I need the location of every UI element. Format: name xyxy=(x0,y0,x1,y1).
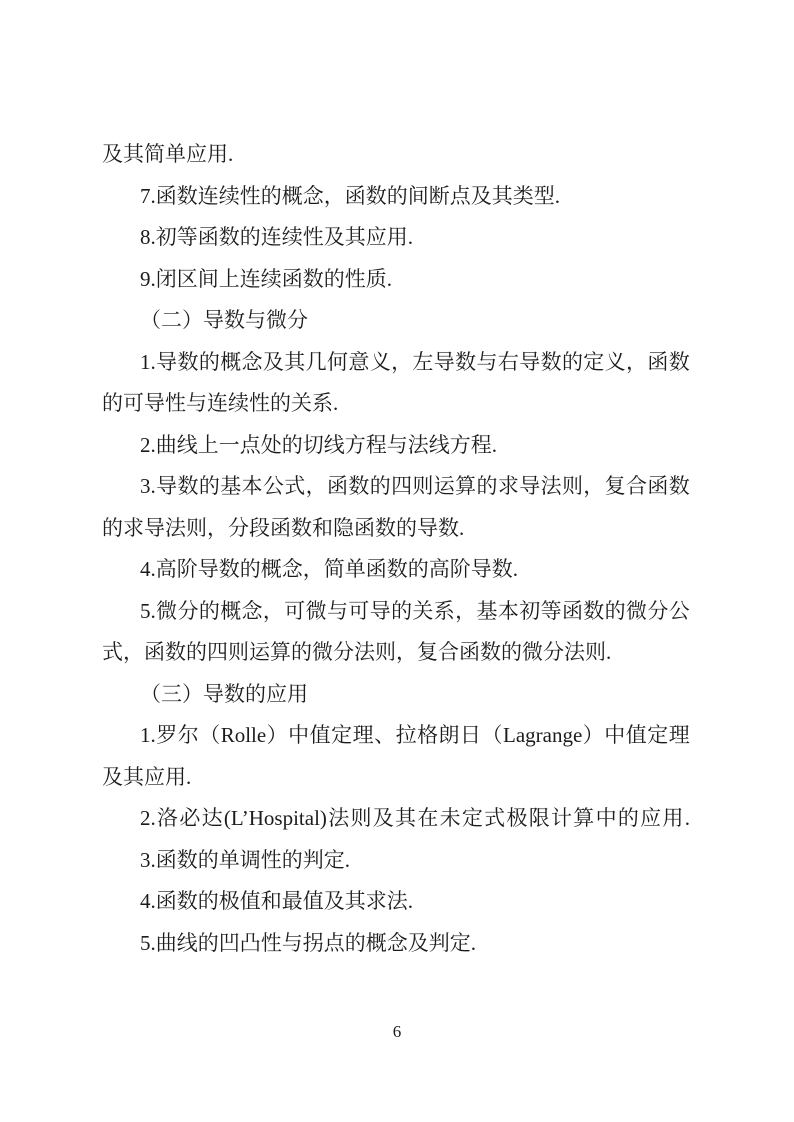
text-token: 格 xyxy=(417,723,439,747)
text-token: 导 xyxy=(156,474,178,498)
text-line: 2.曲线上一点处的切线方程与法线方程. xyxy=(140,432,497,457)
text-token: 其 xyxy=(284,349,306,374)
text-token: 计 xyxy=(551,806,573,830)
text-token: 极 xyxy=(506,806,528,830)
text-token: 函 xyxy=(647,474,669,498)
text-line: 7.函数连续性的概念，函数的间断点及其类型. xyxy=(140,183,560,208)
text-token: ， xyxy=(626,349,648,374)
text-token: 的 xyxy=(198,349,220,374)
text-token: 朗 xyxy=(438,723,460,747)
text-token: 等 xyxy=(540,598,562,623)
text-line xyxy=(102,798,690,840)
text-token: 可 xyxy=(348,598,370,623)
text-token: ， xyxy=(305,474,327,498)
text-token: 本 xyxy=(497,598,519,623)
text-token: . xyxy=(684,806,690,830)
text-token: 系 xyxy=(433,598,455,623)
text-token: 定 xyxy=(331,723,353,747)
text-token: 未 xyxy=(439,806,461,830)
text-token: 义 xyxy=(604,349,626,374)
text-token: 函 xyxy=(326,474,348,498)
text-token: 的 xyxy=(476,474,498,498)
text-token: 意 xyxy=(348,349,370,374)
text-token: 1. xyxy=(140,349,156,374)
text-token: 式 xyxy=(484,806,506,830)
text-token: 求 xyxy=(497,474,519,498)
text-token: 中 xyxy=(288,723,310,747)
page-number: 6 xyxy=(392,1022,402,1041)
text-token: 用 xyxy=(662,806,684,830)
text-token: 拉 xyxy=(395,723,417,747)
text-token: 罗 xyxy=(156,723,178,747)
text-token: 函 xyxy=(561,598,583,623)
text-token: 的 xyxy=(198,598,220,623)
text-token: 则 xyxy=(561,474,583,498)
text-token: 公 xyxy=(668,598,690,623)
text-token: 数 xyxy=(583,598,605,623)
text-token: 数 xyxy=(668,474,690,498)
text-token: 1. xyxy=(140,723,156,747)
text-token: 左 xyxy=(412,349,434,374)
text-token: 中 xyxy=(595,806,617,830)
text-token: 数 xyxy=(540,349,562,374)
text-token: 必 xyxy=(179,806,201,830)
text-token: 的 xyxy=(617,806,639,830)
text-token: 运 xyxy=(433,474,455,498)
text-token: 尔 xyxy=(177,723,199,747)
text-token: ） xyxy=(266,723,288,747)
text-line xyxy=(102,591,690,633)
text-token: （ xyxy=(481,723,503,747)
text-token: 、 xyxy=(374,723,396,747)
text-token: 法 xyxy=(540,474,562,498)
text-token: 理 xyxy=(668,723,690,747)
text-token: 复 xyxy=(604,474,626,498)
text-token: 微 xyxy=(156,598,178,623)
text-token: 应 xyxy=(640,806,662,830)
text-token: 导 xyxy=(519,474,541,498)
text-token: 及 xyxy=(262,349,284,374)
text-token: 微 xyxy=(626,598,648,623)
text-token: ， xyxy=(391,349,413,374)
text-token: 分 xyxy=(177,598,199,623)
text-token: 义 xyxy=(369,349,391,374)
text-token: 的 xyxy=(369,474,391,498)
text-token: 关 xyxy=(412,598,434,623)
text-token: 洛 xyxy=(157,806,179,830)
text-token: 分 xyxy=(647,598,669,623)
text-line xyxy=(102,342,690,384)
text-token: 右 xyxy=(497,349,519,374)
text-token: 值 xyxy=(309,723,331,747)
text-token: 数 xyxy=(177,474,199,498)
text-token: 何 xyxy=(326,349,348,374)
text-line: 5.曲线的凹凸性与拐点的概念及判定. xyxy=(140,930,476,955)
text-token: 与 xyxy=(326,598,348,623)
text-line: （三）导数的应用 xyxy=(140,681,308,706)
text-token: 定 xyxy=(461,806,483,830)
text-token: Rolle xyxy=(220,723,267,747)
text-token: 的 xyxy=(198,474,220,498)
text-token: 定 xyxy=(647,723,669,747)
text-token: 微 xyxy=(305,598,327,623)
text-token: 基 xyxy=(220,474,242,498)
text-token: 可 xyxy=(284,598,306,623)
text-line xyxy=(102,715,690,757)
text-token: 3. xyxy=(140,474,156,498)
text-token: 导 xyxy=(156,349,178,374)
text-token: 数 xyxy=(348,474,370,498)
text-token: 念 xyxy=(241,349,263,374)
text-token: 中 xyxy=(604,723,626,747)
text-token: ， xyxy=(455,598,477,623)
text-token: 与 xyxy=(476,349,498,374)
text-token: 念 xyxy=(241,598,263,623)
text-token: 理 xyxy=(352,723,374,747)
text-token: 5. xyxy=(140,598,156,623)
text-token: Lagrange xyxy=(503,723,583,747)
text-token: ， xyxy=(583,474,605,498)
text-token: 限 xyxy=(528,806,550,830)
text-line: 及其应用. xyxy=(102,764,192,789)
text-token: (L’Hospital) xyxy=(223,806,327,830)
text-line: 式，函数的四则运算的微分法则，复合函数的微分法则. xyxy=(102,640,612,664)
text-line: （二）导数与微分 xyxy=(140,308,308,332)
text-token: 数 xyxy=(668,349,690,374)
text-line: 9.闭区间上连续函数的性质. xyxy=(140,266,392,291)
text-token: ） xyxy=(582,723,604,747)
text-line: 的求导法则，分段函数和隐函数的导数. xyxy=(102,515,465,540)
text-token: 其 xyxy=(395,806,417,830)
text-token: 值 xyxy=(625,723,647,747)
text-token: 2. xyxy=(140,806,156,830)
text-line: 3.函数的单调性的判定. xyxy=(140,847,350,872)
text-token: 式 xyxy=(284,474,306,498)
text-token: 的 xyxy=(604,598,626,623)
document-body xyxy=(102,134,690,964)
text-line: 及其简单应用. xyxy=(102,142,234,166)
text-line: 8.初等函数的连续性及其应用. xyxy=(140,225,413,249)
text-token: 的 xyxy=(391,598,413,623)
text-token: 导 xyxy=(519,349,541,374)
text-token: 概 xyxy=(220,598,242,623)
text-token: 概 xyxy=(220,349,242,374)
text-token: 则 xyxy=(412,474,434,498)
text-token: 四 xyxy=(391,474,413,498)
text-token: 基 xyxy=(476,598,498,623)
text-token: 及 xyxy=(372,806,394,830)
text-token: 几 xyxy=(305,349,327,374)
text-token: 定 xyxy=(583,349,605,374)
text-token: 在 xyxy=(417,806,439,830)
text-token: 函 xyxy=(647,349,669,374)
text-token: （ xyxy=(199,723,221,747)
text-token: 数 xyxy=(177,349,199,374)
text-token: 数 xyxy=(455,349,477,374)
text-token: 算 xyxy=(455,474,477,498)
text-token: 初 xyxy=(519,598,541,623)
text-line: 的可导性与连续性的关系. xyxy=(102,391,339,415)
text-token: 本 xyxy=(241,474,263,498)
text-token: 公 xyxy=(262,474,284,498)
text-line xyxy=(102,466,690,508)
text-token: 法 xyxy=(328,806,350,830)
text-line: 4.高阶导数的概念，简单函数的高阶导数. xyxy=(140,557,518,581)
text-token: 合 xyxy=(626,474,648,498)
text-token: 日 xyxy=(460,723,482,747)
text-token: 则 xyxy=(350,806,372,830)
text-line: 4.函数的极值和最值及其求法. xyxy=(140,889,413,913)
text-token: 导 xyxy=(433,349,455,374)
text-token: 导 xyxy=(369,598,391,623)
text-token: 的 xyxy=(561,349,583,374)
text-token: 达 xyxy=(201,806,223,830)
text-token: ， xyxy=(262,598,284,623)
text-token: 算 xyxy=(573,806,595,830)
